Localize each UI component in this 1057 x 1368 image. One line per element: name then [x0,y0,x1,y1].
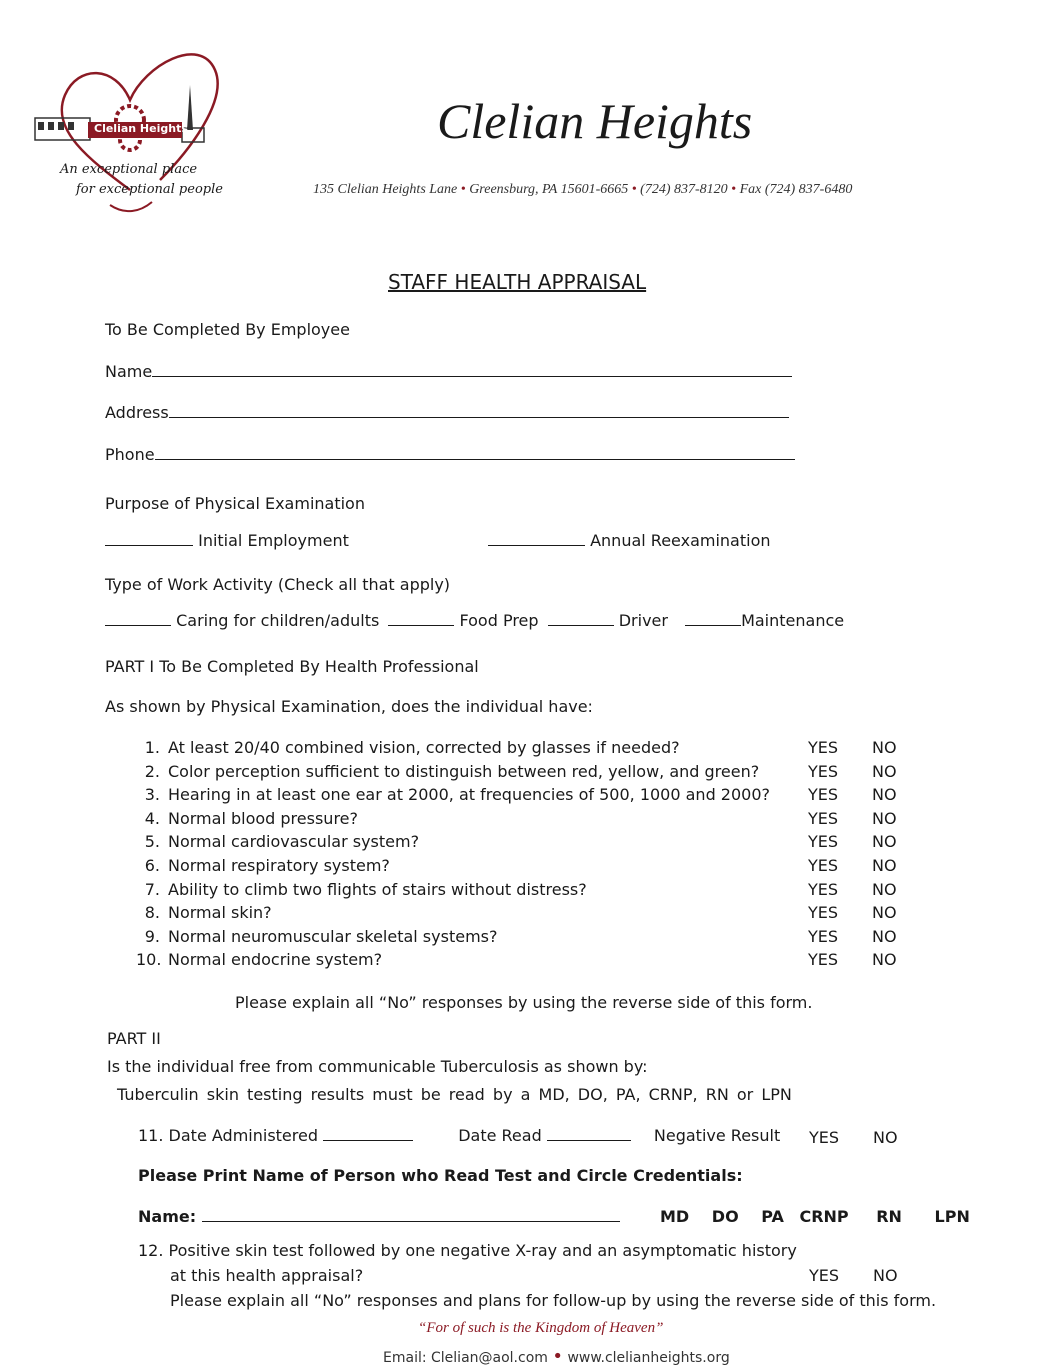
separator: • [460,182,466,197]
fax-number: Fax (724) 837-6480 [739,182,853,197]
question-row [136,927,497,946]
question-text: Normal neuromuscular skeletal systems? [168,927,498,946]
print-name-instruction: Please Print Name of Person who Read Test and Circle Credentials: [138,1166,743,1185]
q11-no[interactable]: NO [873,1128,898,1147]
caring-label: Caring for children/adults [176,611,380,630]
part1-intro: As shown by Physical Examination, does the individual have: [105,697,593,716]
yes-option[interactable]: YES [808,738,839,757]
initial-employment-blank[interactable] [105,545,193,546]
food-prep-label: Food Prep [459,611,539,630]
question-text: Ability to climb two flights of stairs without distress? [168,880,587,899]
q12-no[interactable]: NO [873,1266,898,1285]
driver-label: Driver [618,611,668,630]
question-11-row [138,1126,780,1145]
initial-employment-label: Initial Employment [198,531,349,550]
footer-email: Email: Clelian@aol.com [383,1350,548,1366]
q11-yes[interactable]: YES [809,1128,840,1147]
name-label: Name [105,362,153,381]
date-administered-label: Date Administered [168,1126,318,1145]
part1-heading-row [105,657,479,676]
question-number: 2. [144,762,160,781]
annual-reexam-label: Annual Reexamination [590,531,771,550]
explain-note: Please explain all “No” responses by using the reverse side of this form. [235,993,813,1012]
reader-name-field[interactable] [202,1221,620,1222]
question-text: Positive skin test followed by one negative X-ray and an asymptomatic history [168,1241,797,1260]
maintenance-blank[interactable] [685,625,741,626]
credential-crnp[interactable]: CRNP [799,1207,849,1226]
reader-name-label: Name: [138,1207,197,1226]
logo-text: Clelian Heights [94,122,188,135]
address-label: Address [105,403,169,422]
negative-result-label: Negative Result [653,1126,781,1145]
logo [30,40,230,225]
question-number: 12. [138,1241,164,1260]
address-field[interactable] [169,417,789,418]
yes-option[interactable]: YES [808,762,839,781]
yes-option[interactable]: YES [808,856,839,875]
question-number: 3. [144,785,160,804]
no-option[interactable]: NO [872,762,897,781]
part2-question: Is the individual free from communicable Tuberculosis as shown by: [107,1057,648,1076]
question-text: Hearing in at least one ear at 2000, at frequencies of 500, 1000 and 2000? [168,785,771,804]
separator: • [631,182,637,197]
part1-heading: PART I [105,657,155,676]
street-address: 135 Clelian Heights Lane [313,182,458,197]
date-administered-field[interactable] [323,1140,413,1141]
employee-section-heading: To Be Completed By Employee [105,320,350,339]
no-option[interactable]: NO [872,950,897,969]
question-number: 5. [144,832,160,851]
purpose-option-initial [105,531,349,550]
q12-yes[interactable]: YES [809,1266,840,1285]
no-option[interactable]: NO [872,785,897,804]
yes-option[interactable]: YES [808,880,839,899]
credential-lpn[interactable]: LPN [934,1207,970,1226]
separator: • [731,182,737,197]
part1-subtitle: To Be Completed By Health Professional [159,657,479,676]
driver-blank[interactable] [548,625,614,626]
logo-tagline-2: for exceptional people [76,182,223,197]
credential-do[interactable]: DO [711,1207,739,1226]
city-address: Greensburg, PA 15601-6665 [469,182,629,197]
work-activity-options [105,611,844,630]
question-text: Normal skin? [168,903,272,922]
address-row [105,403,789,422]
yes-option[interactable]: YES [808,832,839,851]
question-row [136,738,680,757]
question-number: 9. [144,927,160,946]
question-row [136,903,272,922]
address-line [313,182,852,198]
form-title: STAFF HEALTH APPRAISAL [388,270,647,294]
part2-note: Tuberculin skin testing results must be read by a MD, DO, PA, CRNP, RN or LPN [117,1085,792,1104]
question-12-line1 [138,1241,797,1260]
question-number: 10. [136,950,162,969]
question-number: 8. [144,903,160,922]
q12-explain: Please explain all “No” responses and plans for follow-up by using the reverse side of this form. [170,1291,937,1310]
name-row [105,362,792,381]
maintenance-label: Maintenance [741,611,845,630]
brand-name: Clelian Heights [437,93,753,149]
reader-name-row [138,1207,620,1226]
no-option[interactable]: NO [872,903,897,922]
question-number: 7. [144,880,160,899]
date-read-field[interactable] [547,1140,631,1141]
question-text: Normal respiratory system? [168,856,390,875]
question-number: 11. [138,1126,164,1145]
question-text: At least 20/40 combined vision, corrected by glasses if needed? [168,738,680,757]
yes-option[interactable]: YES [808,903,839,922]
question-row [136,856,390,875]
question-row [136,762,759,781]
annual-reexam-blank[interactable] [488,545,585,546]
credential-list [660,1207,970,1226]
work-activity-heading: Type of Work Activity (Check all that apply) [105,575,451,594]
phone-field[interactable] [155,459,795,460]
yes-option[interactable]: YES [808,927,839,946]
no-option[interactable]: NO [872,880,897,899]
credential-md[interactable]: MD [660,1207,690,1226]
yes-option[interactable]: YES [808,785,839,804]
question-text: Normal cardiovascular system? [168,832,420,851]
separator: • [552,1346,563,1367]
question-text: Color perception sufficient to distinguish between red, yellow, and green? [168,762,760,781]
no-option[interactable]: NO [872,832,897,851]
question-text: Normal blood pressure? [168,809,358,828]
no-option[interactable]: NO [872,927,897,946]
part2-heading: PART II [107,1029,161,1048]
purpose-option-annual [488,531,771,550]
question-number: 1. [144,738,160,757]
no-option[interactable]: NO [872,856,897,875]
question-number: 4. [144,809,160,828]
footer-contact [383,1346,730,1367]
question-row [136,785,770,804]
footer-quote: “For of such is the Kingdom of Heaven” [418,1320,664,1336]
question-12-line2: at this health appraisal? [170,1266,364,1285]
food-prep-blank[interactable] [388,625,454,626]
phone-number: (724) 837-8120 [640,182,728,197]
phone-row [105,445,795,464]
logo-tagline-1: An exceptional place [60,162,198,177]
purpose-heading: Purpose of Physical Examination [105,494,365,513]
yes-option[interactable]: YES [808,809,839,828]
footer-website: www.clelianheights.org [567,1350,730,1366]
phone-label: Phone [105,445,155,464]
question-row [136,832,419,851]
question-number: 6. [144,856,160,875]
question-row [136,950,382,969]
question-row [136,809,358,828]
credential-pa[interactable]: PA [761,1207,784,1226]
no-option[interactable]: NO [872,809,897,828]
name-field[interactable] [152,376,792,377]
credential-rn[interactable]: RN [876,1207,902,1226]
question-row [136,880,587,899]
no-option[interactable]: NO [872,738,897,757]
date-read-label: Date Read [458,1126,542,1145]
caring-blank[interactable] [105,625,171,626]
question-text: Normal endocrine system? [168,950,383,969]
yes-option[interactable]: YES [808,950,839,969]
